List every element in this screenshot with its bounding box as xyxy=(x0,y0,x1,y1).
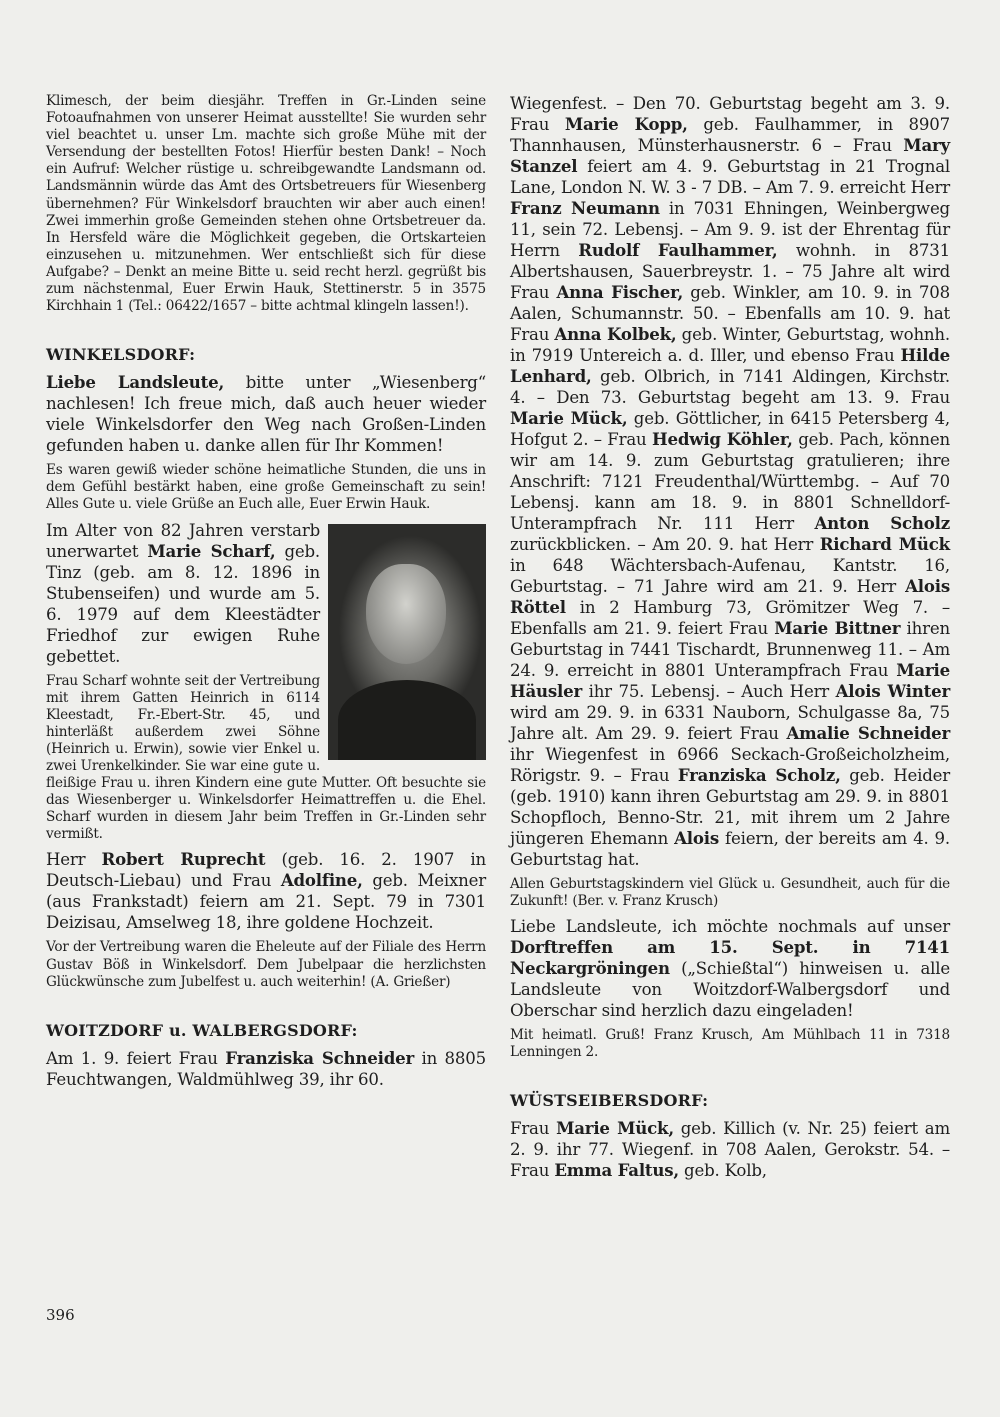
bold-name: Franz Neumann xyxy=(510,198,660,218)
text-run: wird am 29. 9. in 6331 Nauborn, Schulgasse 8a, 75 Jahre alt. Am 29. 9. feiert Frau xyxy=(510,703,950,743)
bold-name: Hedwig Köhler, xyxy=(652,429,793,449)
text-run: WOITZDORF u. WALBERGSDORF: xyxy=(46,1020,358,1040)
bold-name: Robert Ruprecht xyxy=(101,849,266,870)
text-run: Frau Scharf wohnte seit der Vertreibung mit ihrem Gatten Heinrich in 6114 Kleestadt, Fr.-Ebert-Str. 45, und hinterläßt außerdem zwei Söhne (Heinrich u. Erwin), sowie vier Enkel u. zwei Urenkelkinder. Sie war eine gute u. fleißige Frau u. ihren Kindern eine gute Mutter. Oft besuchte sie das Wiesenberger u. Winkelsdorfer Heimattreffen u. die Ehel. Scharf wurden in diesem Jahr beim Treffen in Gr.-Linden sehr vermißt. xyxy=(46,672,486,843)
paragraph xyxy=(46,939,486,990)
text-run: geb. Killich (v. Nr. 25) feiert am 2. 9. ihr 77. Wiegenf. in 708 Aalen, Gerokstr. 54. – Frau xyxy=(510,1119,950,1181)
text-run: Am 1. 9. feiert Frau xyxy=(46,1048,226,1068)
paragraph xyxy=(510,1027,950,1061)
paragraph xyxy=(46,849,486,933)
section-heading xyxy=(510,1091,950,1110)
bold-name: Adolfine, xyxy=(280,870,363,891)
bold-name: Marie Bittner xyxy=(774,618,901,638)
section-heading xyxy=(46,1021,486,1040)
paragraph xyxy=(46,93,486,315)
text-run: in 2 Hamburg 73, Grömitzer Weg 7. – Ebenfalls am 21. 9. feiert Frau xyxy=(510,598,950,638)
page-number: 396 xyxy=(46,1306,75,1324)
bold-name: Alois Röttel xyxy=(510,576,950,617)
paragraph xyxy=(46,372,486,456)
text-run: geb. Faulhammer, in 8907 Thannhausen, Münsterhausnerstr. 6 – Frau xyxy=(510,115,950,155)
bold-name: Hilde Lenhard, xyxy=(510,345,950,386)
bold-name: Franziska Scholz, xyxy=(677,765,841,785)
bold-name: Marie Scharf, xyxy=(147,540,276,561)
paragraph xyxy=(46,520,486,667)
text-run: Im Alter von 82 Jahren verstarb unerwartet xyxy=(46,520,320,561)
paragraph xyxy=(46,462,486,513)
paragraph xyxy=(510,1118,950,1181)
text-run: in 7031 Ehningen, Weinbergweg 11, sein 72. Lebensj. – Am 9. 9. ist der Ehrentag für Herrn xyxy=(510,199,950,260)
bold-name: Marie Mück, xyxy=(510,408,628,428)
section-heading xyxy=(46,345,486,364)
text-run: geb. Heider (geb. 1910) kann ihren Geburtstag am 29. 9. in 8801 Schopfloch, Benno-Str. 21, mit ihrem um 2 Jahre jüngeren Ehemann xyxy=(510,766,951,848)
text-run: WÜSTSEIBERSDORF: xyxy=(510,1091,709,1111)
bold-name: Liebe Landsleute, xyxy=(46,372,225,393)
bold-name: Emma Faltus, xyxy=(554,1160,679,1181)
bold-name: Rudolf Faulhammer, xyxy=(578,240,778,260)
portrait-photo xyxy=(328,524,486,760)
bold-name: Alois xyxy=(674,828,720,848)
text-run: Wiegenfest. – Den 70. Geburtstag begeht am 3. 9. Frau xyxy=(510,94,950,134)
bold-name: Marie Häusler xyxy=(510,660,950,701)
text-run: geb. Tinz (geb. am 8. 12. 1896 in Stubenseifen) und wurde am 5. 6. 1979 auf dem Kleestädter Friedhof zur ewigen Ruhe gebettet. xyxy=(46,541,320,666)
bold-name: Marie Kopp, xyxy=(564,114,688,134)
text-run: Frau xyxy=(510,1119,557,1139)
bold-name: Anna Kolbek, xyxy=(554,324,677,344)
text-run: geb. Kolb, xyxy=(678,1161,767,1181)
text-run: Allen Geburtstagskindern viel Glück u. Gesundheit, auch für die Zukunft! (Ber. v. Franz Krusch) xyxy=(510,876,950,910)
text-run: wohnh. in 8731 Albertshausen, Sauerbreystr. 1. – 75 Jahre alt wird Frau xyxy=(510,241,950,302)
text-run: geb. Winkler, am 10. 9. in 708 Aalen, Schumannstr. 50. – Ebenfalls am 10. 9. hat Frau xyxy=(510,283,951,344)
bold-name: Richard Mück xyxy=(819,534,950,554)
paragraph xyxy=(510,93,950,870)
text-run: ihr Wiegenfest in 6966 Seckach-Großeicholzheim, Rörigstr. 9. – Frau xyxy=(510,745,950,785)
text-run: geb. Olbrich, in 7141 Aldingen, Kirchstr. 4. – Den 73. Geburtstag begeht am 13. 9. Frau xyxy=(510,367,950,407)
text-run: bitte unter „Wiesenberg“ nachlesen! Ich freue mich, daß auch heuer wieder viele Winkelsdorfer den Weg nach Großen-Linden gefunden haben u. danke allen für Ihr Kommen! xyxy=(46,373,487,456)
text-run: ihr 75. Lebensj. – Auch Herr xyxy=(582,682,836,701)
paragraph xyxy=(510,916,950,1021)
left-column xyxy=(46,93,486,1090)
text-run: geb. Pach, können wir am 14. 9. zum Geburtstag gratulieren; ihre Anschrift: 7121 Freudenthal/Württembg. – Auf 70 Lebensj. kann am 18. 9. in 8801 Schnelldorf-Unterampfrach Nr. 111 Herr xyxy=(510,430,950,533)
text-run: Vor der Vertreibung waren die Eheleute auf der Filiale des Herrn Gustav Böß in Winkelsdorf. Dem Jubelpaar die herzlichsten Glückwünsche zum Jubelfest u. auch weiterhin! (A. Grießer) xyxy=(46,939,486,990)
bold-name: Dorftreffen am 15. Sept. in 7141 Neckargröningen xyxy=(510,937,950,979)
text-run: Mit heimatl. Gruß! Franz Krusch, Am Mühlbach 11 in 7318 Lenningen 2. xyxy=(510,1027,950,1061)
text-run: feiern, der bereits am 4. 9. Geburtstag hat. xyxy=(510,829,950,869)
text-run: („Schießtal“) hinweisen u. alle Landsleute von Woitzdorf-Walbergsdorf und Oberschar sind herzlich dazu eingeladen! xyxy=(510,959,950,1021)
text-run: in 8805 Feuchtwangen, Waldmühlweg 39, ihr 60. xyxy=(46,1048,486,1089)
text-run: geb. Winter, Geburtstag, wohnh. in 7919 Untereich a. d. Iller, und ebenso Frau xyxy=(510,325,950,365)
text-run: feiert am 4. 9. Geburtstag in 21 Trognal Lane, London N. W. 3 - 7 DB. – Am 7. 9. erreicht Herr xyxy=(510,157,950,197)
bold-name: Franziska Schneider xyxy=(225,1047,415,1068)
bold-name: Anna Fischer, xyxy=(556,282,684,302)
bold-name: Marie Mück, xyxy=(556,1118,674,1139)
bold-name: Alois Winter xyxy=(835,681,950,701)
text-run: Es waren gewiß wieder schöne heimatliche Stunden, die uns in dem Gefühl bestärkt haben, eine große Gemeinschaft zu sein! Alles Gute u. viele Grüße an Euch alle, Euer Erwin Hauk. xyxy=(46,462,486,513)
text-run: in 648 Wächtersbach-Aufenau, Kantstr. 16, Geburtstag. – 71 Jahre wird am 21. 9. Herr xyxy=(510,556,950,596)
bold-name: Amalie Schneider xyxy=(786,723,950,743)
text-run: geb. Göttlicher, in 6415 Petersberg 4, Hofgut 2. – Frau xyxy=(510,409,950,449)
text-run: Herr xyxy=(46,850,102,870)
text-run: (geb. 16. 2. 1907 in Deutsch-Liebau) und Frau xyxy=(46,850,486,891)
text-run: zurückblicken. – Am 20. 9. hat Herr xyxy=(510,535,820,554)
text-run: Liebe Landsleute, ich möchte nochmals auf unser xyxy=(510,917,950,937)
text-run: ihren Geburtstag in 7441 Tischardt, Brunnenweg 11. – Am 24. 9. erreicht in 8801 Unterampfrach Frau xyxy=(510,619,950,680)
bold-name: Anton Scholz xyxy=(814,513,950,533)
text-run: Klimesch, der beim diesjähr. Treffen in Gr.-Linden seine Fotoaufnahmen von unserer Heimat ausstellte! Sie wurden sehr viel beachtet u. unser Lm. machte sich große Mühe mit der Versendung der bestellten Fotos! Hierfür besten Dank! – Noch ein Aufruf: Welcher rüstige u. schreibgewandte Landsmann od. Landsmännin würde das Amt des Ortsbetreuers für Wiesenberg übernehmen? Für Winkelsdorf brauchten wir aber auch einen! Zwei immerhin große Gemeinden stehen ohne Ortsbetreuer da. In Hersfeld wäre die Möglichkeit gegeben, die Ortskarteien einzusehen u. mitzunehmen. Wer entschließt sich für diese Aufgabe? – Denkt an meine Bitte u. seid recht herzl. gegrüßt bis zum nächstenmal, Euer Erwin Hauk, Stettinerstr. 5 in 3575 Kirchhain 1 (Tel.: 06422/1657 – bitte achtmal klingeln lassen!). xyxy=(46,93,486,315)
right-column xyxy=(510,93,950,1181)
text-run: geb. Meixner (aus Frankstadt) feiern am 21. Sept. 79 in 7301 Deizisau, Amselweg 18, ihre goldene Hochzeit. xyxy=(46,871,486,933)
paragraph xyxy=(46,1048,486,1090)
paragraph xyxy=(510,876,950,910)
text-run: WINKELSDORF: xyxy=(46,345,196,365)
bold-name: Mary Stanzel xyxy=(510,135,950,176)
